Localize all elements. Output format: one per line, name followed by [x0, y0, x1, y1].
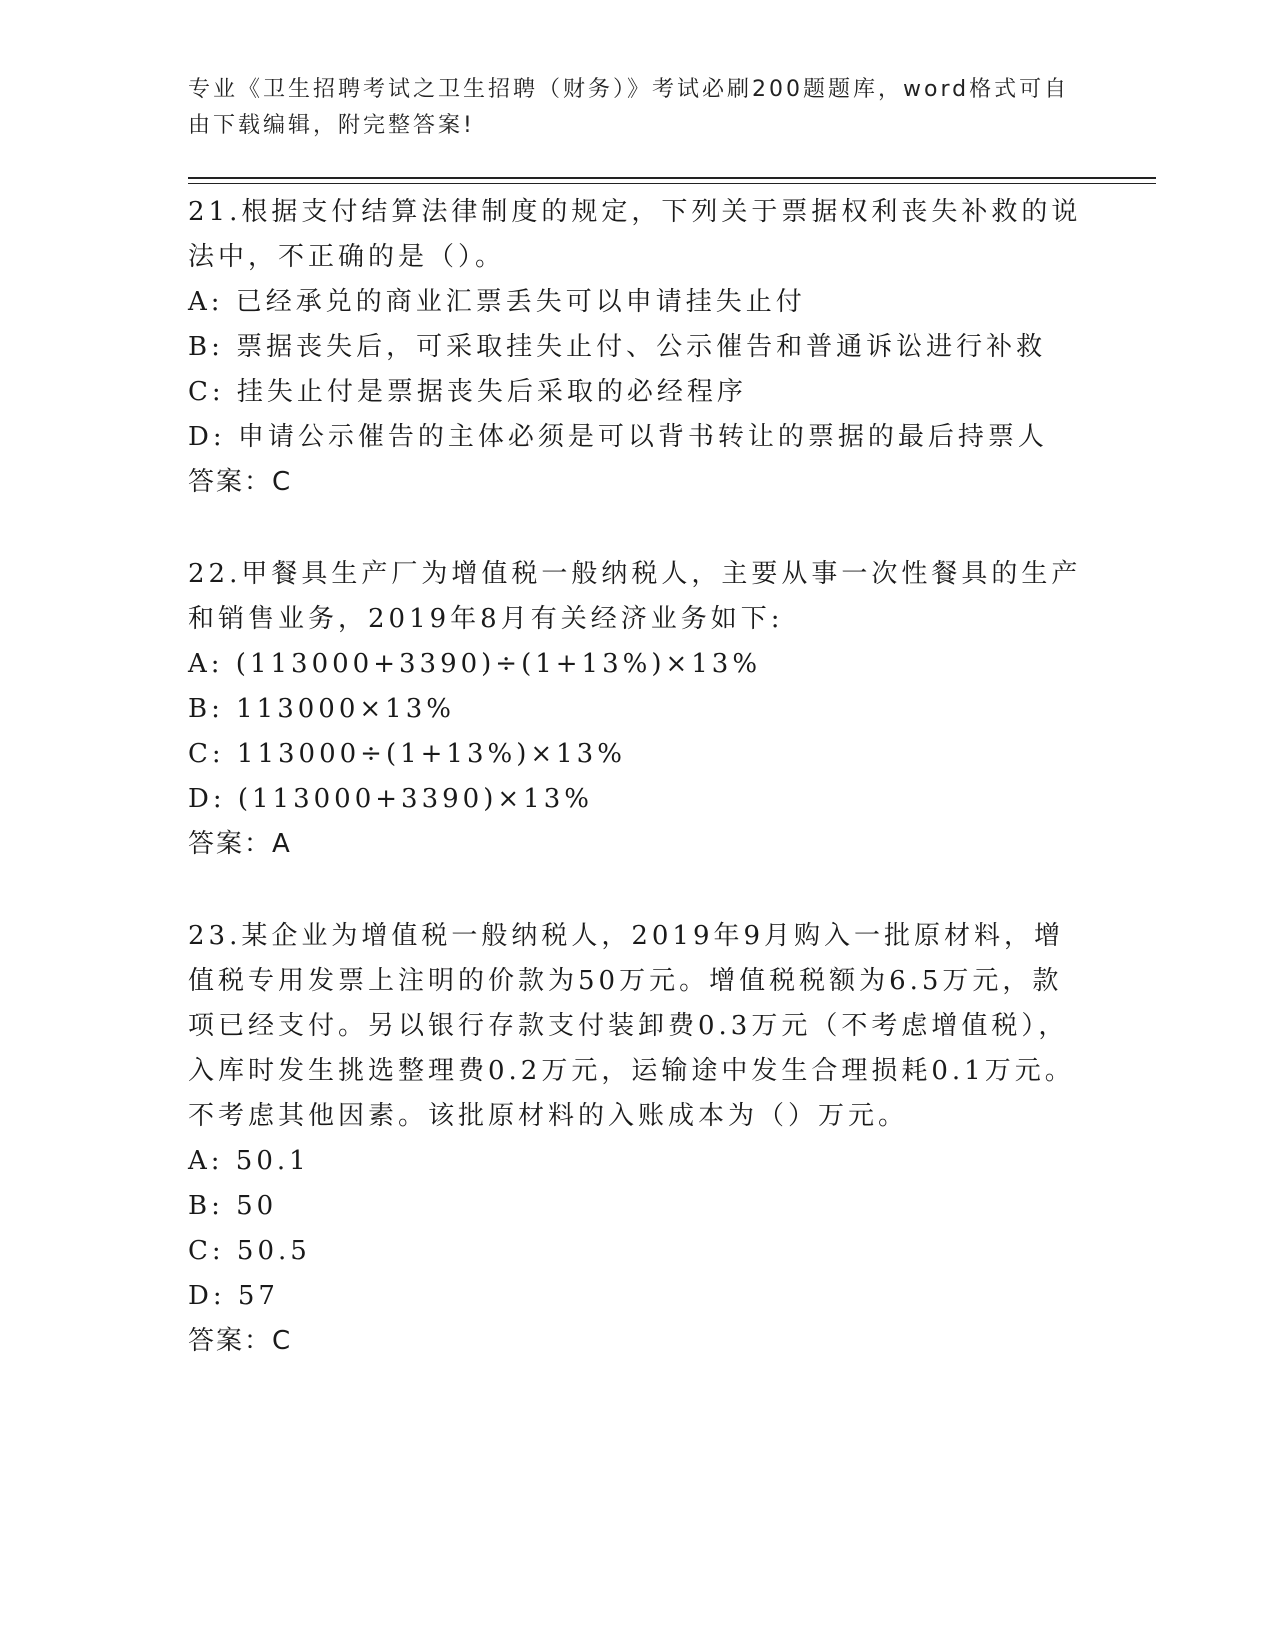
question-stem: 23.某企业为增值税一般纳税人，2019年9月购入一批原材料，增值税专用发票上注明的价款为50万元。增值税税额为6.5万元，款项已经支付。另以银行存款支付装卸费0.3万元（不考虑增值税），入库时发生挑选整理费0.2万元，运输途中发生合理损耗0.1万元。不考虑其他因素。该批原材料的入账成本为（）万元。: [188, 921, 1075, 1131]
question-23: [188, 914, 1088, 1364]
option-c: C: 113000÷(1+13%)×13%: [188, 739, 626, 769]
answer-text: 答案：C: [188, 467, 293, 497]
option-d: D: (113000+3390)×13%: [188, 784, 593, 814]
question-21: [188, 190, 1088, 505]
option-c: C: 50.5: [188, 1236, 311, 1266]
question-stem: 21.根据支付结算法律制度的规定，下列关于票据权利丧失补救的说法中，不正确的是（）。: [188, 197, 1082, 272]
question-stem: 22.甲餐具生产厂为增值税一般纳税人，主要从事一次性餐具的生产和销售业务，2019年8月有关经济业务如下:: [188, 559, 1082, 634]
option-c: C: 挂失止付是票据丧失后采取的必经程序: [188, 377, 747, 407]
option-b: B: 50: [188, 1191, 278, 1221]
option-a: A: 50.1: [188, 1146, 310, 1176]
question-22: [188, 552, 1088, 867]
document-header: 专业《卫生招聘考试之卫生招聘（财务）》考试必刷200题题库，word格式可自由下载编辑，附完整答案!: [188, 77, 1070, 138]
option-d: D: 57: [188, 1281, 279, 1311]
option-d: D: 申请公示催告的主体必须是可以背书转让的票据的最后持票人: [188, 422, 1048, 452]
option-a: A: 已经承兑的商业汇票丢失可以申请挂失止付: [188, 287, 806, 317]
header-divider-thin: [188, 183, 1156, 184]
answer-text: 答案：A: [188, 829, 292, 859]
header-divider-thick: [188, 177, 1156, 179]
answer-text: 答案：C: [188, 1326, 293, 1356]
option-a: A: (113000+3390)÷(1+13%)×13%: [188, 649, 762, 679]
option-b: B: 113000×13%: [188, 694, 455, 724]
option-b: B: 票据丧失后，可采取挂失止付、公示催告和普通诉讼进行补救: [188, 332, 1047, 362]
